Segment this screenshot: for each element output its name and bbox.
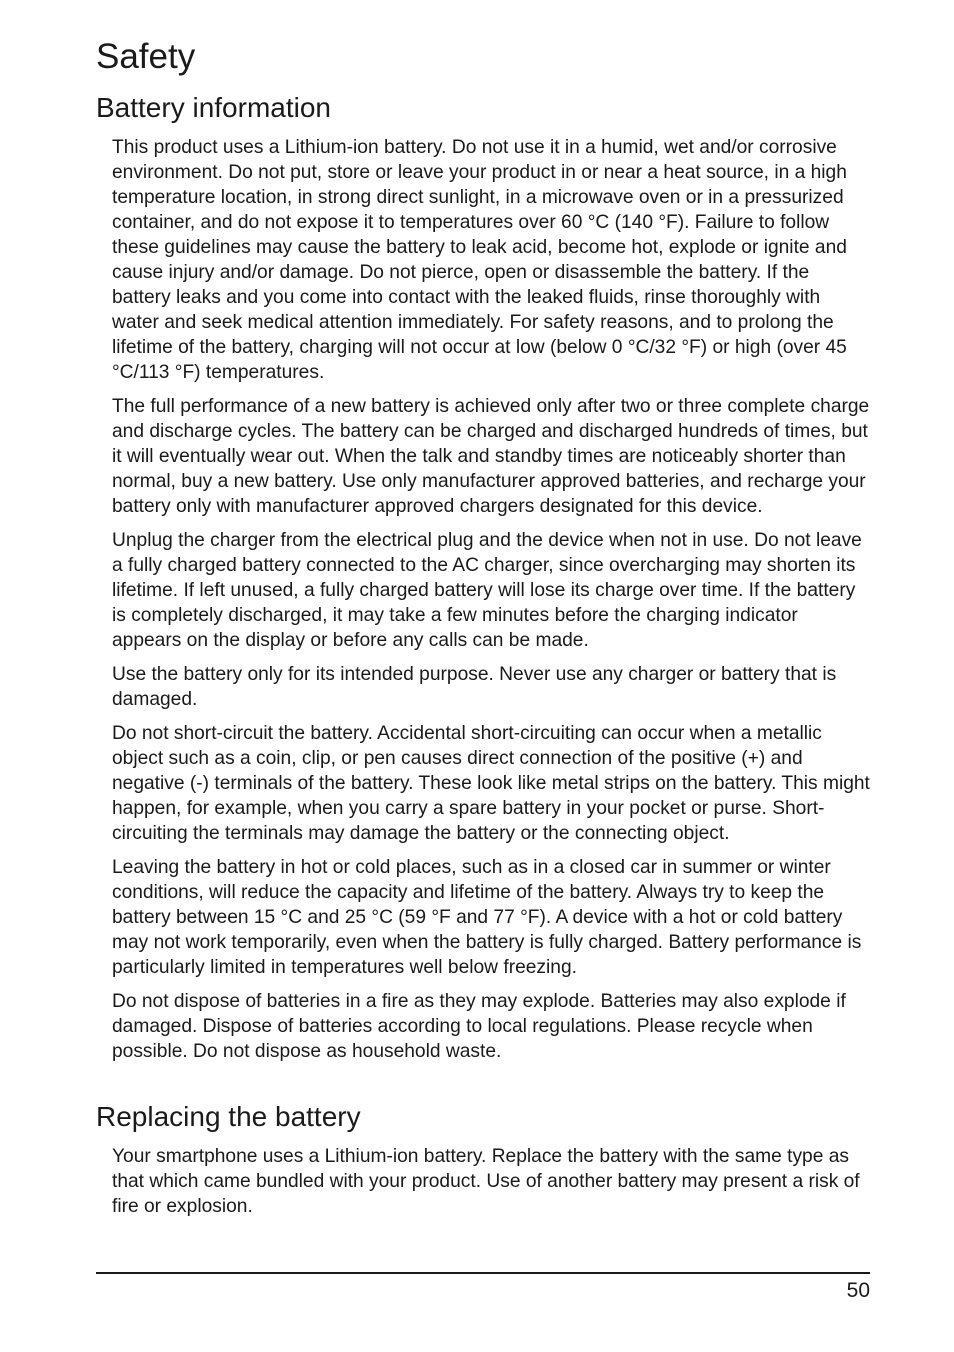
page-number: 50 [846,1279,870,1302]
paragraph: The full performance of a new battery is achieved only after two or three complete charge and discharge cycles. The battery can be charged and discharged hundreds of times, but it will eventually wear out. When the talk and standby times are noticeably shorter than normal, buy a new battery. Use only manufacturer approved batteries, and recharge your battery only with manufacturer approved chargers designated for this device. [112,396,870,517]
battery-information-body [112,135,870,1073]
paragraph: Use the battery only for its intended purpose. Never use any charger or battery that is damaged. [112,664,837,710]
paragraph: Your smartphone uses a Lithium-ion battery. Replace the battery with the same type as that which came bundled with your product. Use of another battery may present a risk of fire or explosion. [112,1146,860,1217]
paragraph: Leaving the battery in hot or cold places, such as in a closed car in summer or winter conditions, will reduce the capacity and lifetime of the battery. Always try to keep the battery between 15 °C and 25 °C (59 °F and 77 °F). A device with a hot or cold battery may not work temporarily, even when the battery is fully charged. Battery performance is particularly limited in temperatures well below freezing. [112,857,862,978]
paragraph: Unplug the charger from the electrical plug and the device when not in use. Do not leave a fully charged battery connected to the AC charger, since overcharging may shorten its lifetime. If left unused, a fully charged battery will lose its charge over time. If the battery is completely discharged, it may take a few minutes before the charging indicator appears on the display or before any calls can be made. [112,530,862,651]
paragraph: This product uses a Lithium-ion battery. Do not use it in a humid, wet and/or corrosive environment. Do not put, store or leave your product in or near a heat source, in a high temperature location, in strong direct sunlight, in a microwave oven or in a pressurized container, and do not expose it to temperatures over 60 °C (140 °F). Failure to follow these guidelines may cause the battery to leak acid, become hot, explode or ignite and cause injury and/or damage. Do not pierce, open or disassemble the battery. If the battery leaks and you come into contact with the leaked fluids, rinse thoroughly with water and seek medical attention immediately. For safety reasons, and to prolong the lifetime of the battery, charging will not occur at low (below 0 °C/32 °F) or high (over 45 °C/113 °F) temperatures. [112,137,847,383]
paragraph: Do not dispose of batteries in a fire as they may explode. Batteries may also explode if damaged. Dispose of batteries according to local regulations. Please recycle when possible. Do not dispose as household waste. [112,991,846,1062]
section-heading-replacing-the-battery: Replacing the battery [96,1101,361,1132]
footer-divider [96,1272,870,1274]
section-heading-battery-information: Battery information [96,92,331,123]
replacing-battery-body [112,1144,870,1228]
page-title: Safety [96,37,196,76]
paragraph: Do not short-circuit the battery. Accidental short-circuiting can occur when a metallic object such as a coin, clip, or pen causes direct connection of the positive (+) and negative (-) terminals of the battery. These look like metal strips on the battery. This might happen, for example, when you carry a spare battery in your pocket or purse. Short-circuiting the terminals may damage the battery or the connecting object. [112,723,870,844]
